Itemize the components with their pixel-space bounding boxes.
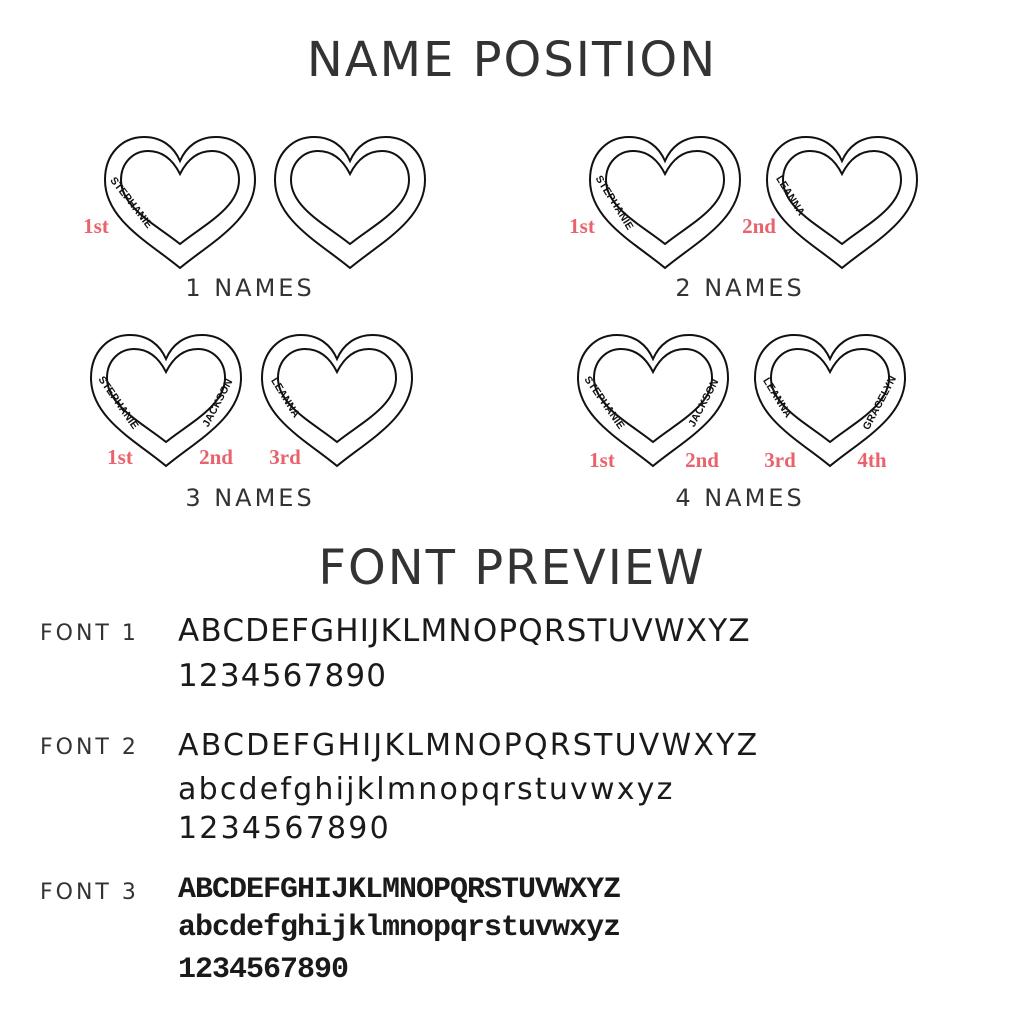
font-3-lowercase: abcdefghijklmnopqrstuvwxyz [178,911,621,945]
group-label: 1 NAMES [185,274,315,302]
group-label: 2 NAMES [675,274,805,302]
heart-name: STEPHANIE [95,374,141,432]
heart-name: LEANNA [268,375,303,421]
ordinal-label: 2nd [685,448,719,472]
group-label: 3 NAMES [185,484,315,512]
font-1-digits: 1234567890 [178,658,388,694]
heart-name: STEPHANIE [107,174,155,231]
heart-name: GRACELYN [860,373,900,433]
font-label: FONT 2 [40,735,139,760]
ordinal-label: 1st [107,445,133,469]
heart-name: LEANNA [773,173,808,219]
font-2-lowercase: abcdefghijklmnopqrstuvwxyz [178,772,675,807]
font-2-uppercase: ABCDEFGHIJKLMNOPQRSTUVWXYZ [178,728,760,763]
font-preview-title: FONT PREVIEW [318,540,706,596]
heart-name: STEPHANIE [592,173,636,233]
heart-name: JACKSON [200,376,236,430]
ordinal-label: 2nd [199,445,233,469]
ordinal-label: 4th [857,448,887,472]
group-label: 4 NAMES [675,484,805,512]
ordinal-label: 3rd [764,448,796,472]
heart-name: JACKSON [686,376,722,430]
font-3-digits: 1234567890 [178,953,349,987]
heart-name: STEPHANIE [581,374,627,432]
ordinal-label: 1st [589,448,615,472]
ordinal-label: 1st [569,214,595,238]
ordinal-label: 1st [83,214,109,238]
name-position-title: NAME POSITION [306,32,718,88]
font-3-uppercase: ABCDEFGHIJKLMNOPQRSTUVWXYZ [178,873,621,907]
heart-outline [275,137,425,268]
ordinal-label: 2nd [742,214,776,238]
font-label: FONT 3 [40,880,139,905]
font-label: FONT 1 [40,621,139,646]
heart-name: LEANNA [760,375,795,421]
font-1-uppercase: ABCDEFGHIJKLMNOPQRSTUVWXYZ [178,613,751,649]
ordinal-label: 3rd [269,445,301,469]
font-2-digits: 1234567890 [178,811,391,846]
